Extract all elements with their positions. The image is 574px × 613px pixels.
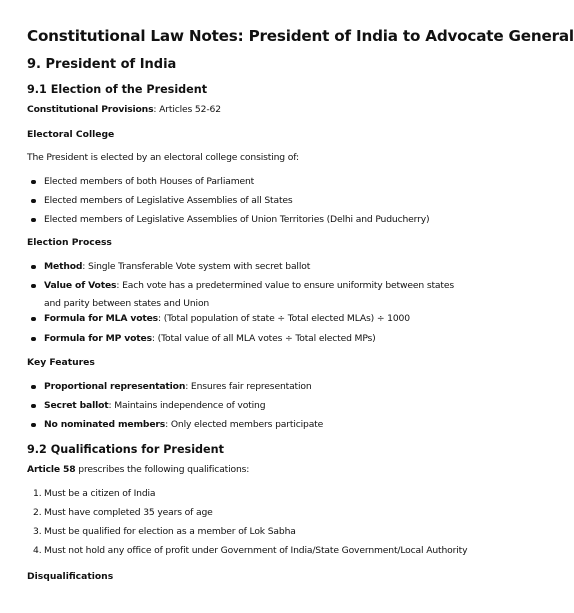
list-item-text: Elected members of Legislative Assemblies of all States [44, 195, 293, 206]
list-item-text: : (Total value of all MLA votes ÷ Total elected MPs) [151, 333, 376, 344]
provisions-label: Constitutional Provisions [27, 104, 154, 115]
list-item-text: Must be qualified for election as a member of Lok Sabha [44, 526, 296, 537]
list-item-number: 4. [33, 545, 42, 556]
list-item-text: : Only elected members participate [165, 419, 324, 430]
list-item-text: : Single Transferable Vote system with secret ballot [82, 261, 311, 272]
section-heading-election: 9.1 Election of the President [27, 83, 208, 96]
section-heading-qualifications: 9.2 Qualifications for President [27, 443, 224, 456]
list-item-text: Must have completed 35 years of age [44, 507, 213, 518]
list-item-label: Formula for MLA votes [44, 313, 158, 324]
article-text: prescribes the following qualifications: [75, 464, 250, 475]
list-item-number: 2. [33, 507, 42, 518]
bullet-icon [31, 265, 36, 270]
bullet-icon [31, 317, 36, 322]
list-item-number: 1. [33, 488, 42, 499]
electoral-college-intro: The President is elected by an electoral college consisting of: [27, 152, 299, 163]
document-title: Constitutional Law Notes: President of India to Advocate General [27, 27, 574, 45]
constitutional-provisions [27, 104, 221, 115]
list-item-text: Elected members of both Houses of Parliament [44, 176, 255, 187]
bullet-icon [31, 337, 36, 342]
list-item-text: Must not hold any office of profit under Government of India/State Government/Local Authority [44, 545, 468, 556]
bullet-icon [31, 284, 36, 289]
electoral-college-heading: Electoral College [27, 129, 115, 140]
list-item-text: : Each vote has a predetermined value to ensure uniformity between states and parity between states and Union [44, 280, 454, 309]
bullet-icon [31, 385, 36, 390]
bullet-icon [31, 423, 36, 428]
bullet-icon [31, 218, 36, 223]
list-item-text: Must be a citizen of India [44, 488, 156, 499]
article-58-intro [27, 464, 249, 475]
list-item-number: 3. [33, 526, 42, 537]
provisions-value: : Articles 52-62 [153, 104, 221, 115]
disqualifications-heading: Disqualifications [27, 571, 114, 582]
list-item-label: Proportional representation [44, 381, 186, 392]
list-item-text: : Ensures fair representation [185, 381, 312, 392]
list-item-label: Value of Votes [44, 280, 117, 291]
election-process-heading: Election Process [27, 237, 112, 248]
list-item-text: : Maintains independence of voting [108, 400, 266, 411]
list-item-label: Secret ballot [44, 400, 109, 411]
list-item-text: : (Total population of state ÷ Total elected MLAs) ÷ 1000 [158, 313, 410, 324]
article-label: Article 58 [27, 464, 76, 475]
chapter-heading: 9. President of India [27, 57, 177, 72]
bullet-icon [31, 199, 36, 204]
bullet-icon [31, 404, 36, 409]
bullet-icon [31, 180, 36, 185]
key-features-heading: Key Features [27, 357, 95, 368]
list-item-label: Method [44, 261, 83, 272]
list-item-text: Elected members of Legislative Assemblies of Union Territories (Delhi and Puducherry) [44, 214, 430, 225]
list-item-label: Formula for MP votes [44, 333, 152, 344]
list-item-label: No nominated members [44, 419, 166, 430]
